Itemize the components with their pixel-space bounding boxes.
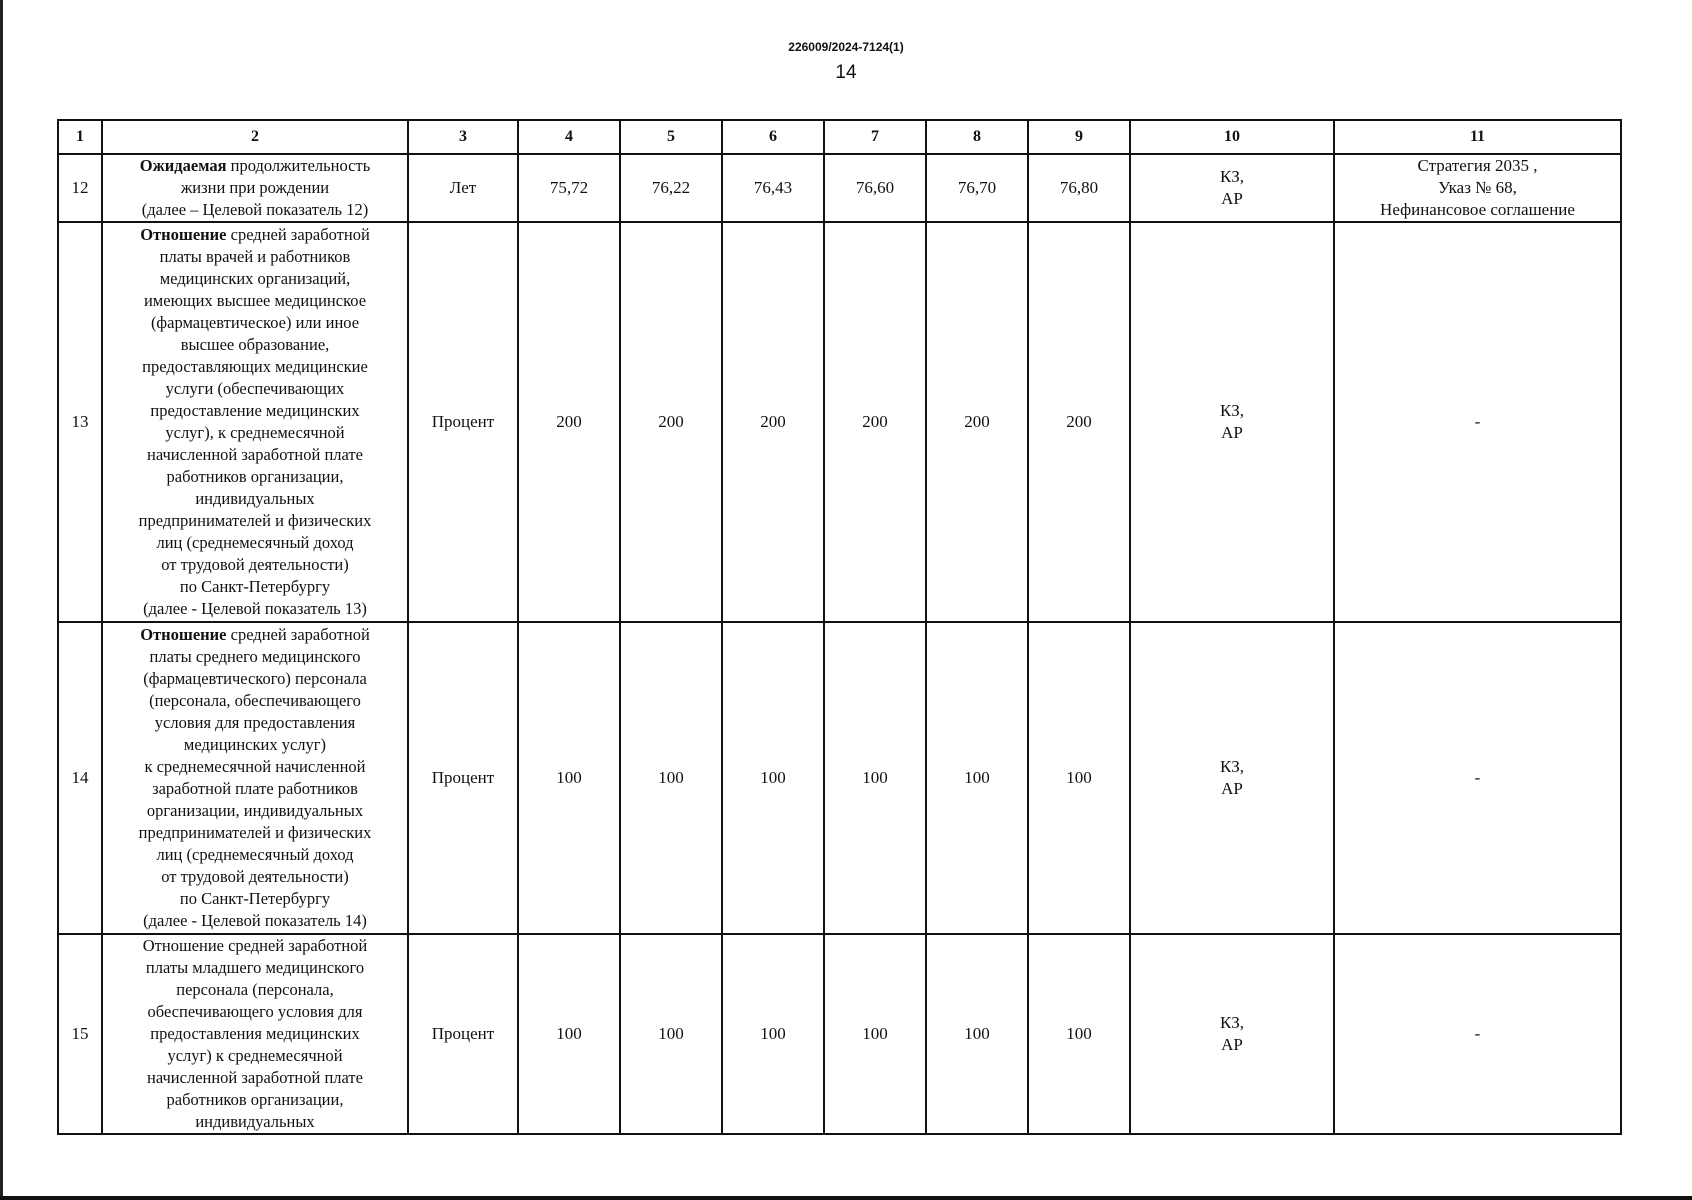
source-cell: - <box>1334 222 1621 622</box>
indicator-name-text: средней заработной платы врачей и работников медицинских организаций, имеющих высшее медицинское (фармацевтическое) или иное высшее образование, предоставляющих медицинские услуги (обеспечивающих предоставление медицинских услуг), к среднемесячной начисленной заработной плате работников организации, индивидуальных предпринимателей и физических лиц (среднемесячный доход от трудовой деятельности) по Санкт-Петербургу (далее - Целевой показатель 13) <box>138 225 372 618</box>
scan-left-edge <box>0 0 3 1200</box>
table-row <box>58 154 1621 222</box>
responsible-cell: КЗ, АР <box>1130 222 1334 622</box>
source-cell: - <box>1334 622 1621 934</box>
document-number: 226009/2024-7124(1) <box>788 40 904 54</box>
value-cell: 100 <box>824 622 926 934</box>
value-cell: 100 <box>518 622 620 934</box>
value-cell: 76,80 <box>1028 154 1130 222</box>
row-number: 15 <box>58 934 102 1134</box>
unit-cell: Процент <box>408 934 518 1134</box>
indicator-name-text: продолжительность жизни при рождении (далее – Целевой показатель 12) <box>141 156 371 219</box>
value-cell: 100 <box>620 934 722 1134</box>
indicator-name-text: Отношение средней заработной платы младшего медицинского персонала (персонала, обеспечивающего условия для предоставления медицинских услуг) к среднемесячной начисленной заработной плате работников организации, индивидуальных <box>142 936 368 1131</box>
indicator-name-lead: Ожидаемая <box>139 156 227 175</box>
value-cell: 76,43 <box>722 154 824 222</box>
indicator-name <box>102 934 408 1134</box>
row-number: 14 <box>58 622 102 934</box>
value-cell: 200 <box>620 222 722 622</box>
value-cell: 100 <box>620 622 722 934</box>
indicator-name <box>102 622 408 934</box>
scan-bottom-edge <box>0 1196 1692 1200</box>
header-cell: 2 <box>102 120 408 154</box>
table-row <box>58 934 1621 1134</box>
value-cell: 100 <box>1028 622 1130 934</box>
value-cell: 200 <box>722 222 824 622</box>
value-cell: 76,60 <box>824 154 926 222</box>
value-cell: 76,22 <box>620 154 722 222</box>
value-cell: 100 <box>824 934 926 1134</box>
source-cell: - <box>1334 934 1621 1134</box>
row-number: 12 <box>58 154 102 222</box>
header-cell: 6 <box>722 120 824 154</box>
header-cell: 4 <box>518 120 620 154</box>
header-cell: 10 <box>1130 120 1334 154</box>
value-cell: 200 <box>1028 222 1130 622</box>
value-cell: 100 <box>722 934 824 1134</box>
value-cell: 200 <box>518 222 620 622</box>
responsible-cell: КЗ, АР <box>1130 622 1334 934</box>
header-cell: 5 <box>620 120 722 154</box>
header-cell: 8 <box>926 120 1028 154</box>
value-cell: 100 <box>1028 934 1130 1134</box>
unit-cell: Процент <box>408 222 518 622</box>
header-cell: 7 <box>824 120 926 154</box>
value-cell: 76,70 <box>926 154 1028 222</box>
responsible-cell: КЗ, АР <box>1130 934 1334 1134</box>
indicator-name-text: средней заработной платы среднего медицинского (фармацевтического) персонала (персонала, обеспечивающего условия для предоставления медицинских услуг) к среднемесячной начисленной заработной плате работников организации, индивидуальных предпринимателей и физических лиц (среднемесячный доход от трудовой деятельности) по Санкт-Петербургу (далее - Целевой показатель 14) <box>138 625 372 930</box>
indicator-name-lead: Отношение <box>140 225 227 244</box>
value-cell: 100 <box>722 622 824 934</box>
indicator-name-lead: Отношение <box>140 625 227 644</box>
header-cell: 1 <box>58 120 102 154</box>
value-cell: 100 <box>926 934 1028 1134</box>
header-cell: 3 <box>408 120 518 154</box>
indicator-name <box>102 154 408 222</box>
value-cell: 100 <box>926 622 1028 934</box>
value-cell: 200 <box>824 222 926 622</box>
row-number: 13 <box>58 222 102 622</box>
unit-cell: Лет <box>408 154 518 222</box>
table-header-row <box>58 120 1621 154</box>
table-row <box>58 622 1621 934</box>
unit-cell: Процент <box>408 622 518 934</box>
value-cell: 100 <box>518 934 620 1134</box>
responsible-cell: КЗ, АР <box>1130 154 1334 222</box>
source-cell: Стратегия 2035 , Указ № 68, Нефинансовое соглашение <box>1334 154 1621 222</box>
table-row <box>58 222 1621 622</box>
header-cell: 11 <box>1334 120 1621 154</box>
value-cell: 75,72 <box>518 154 620 222</box>
value-cell: 200 <box>926 222 1028 622</box>
indicators-table <box>57 119 1622 1135</box>
header-cell: 9 <box>1028 120 1130 154</box>
page-number: 14 <box>835 62 857 83</box>
indicator-name <box>102 222 408 622</box>
